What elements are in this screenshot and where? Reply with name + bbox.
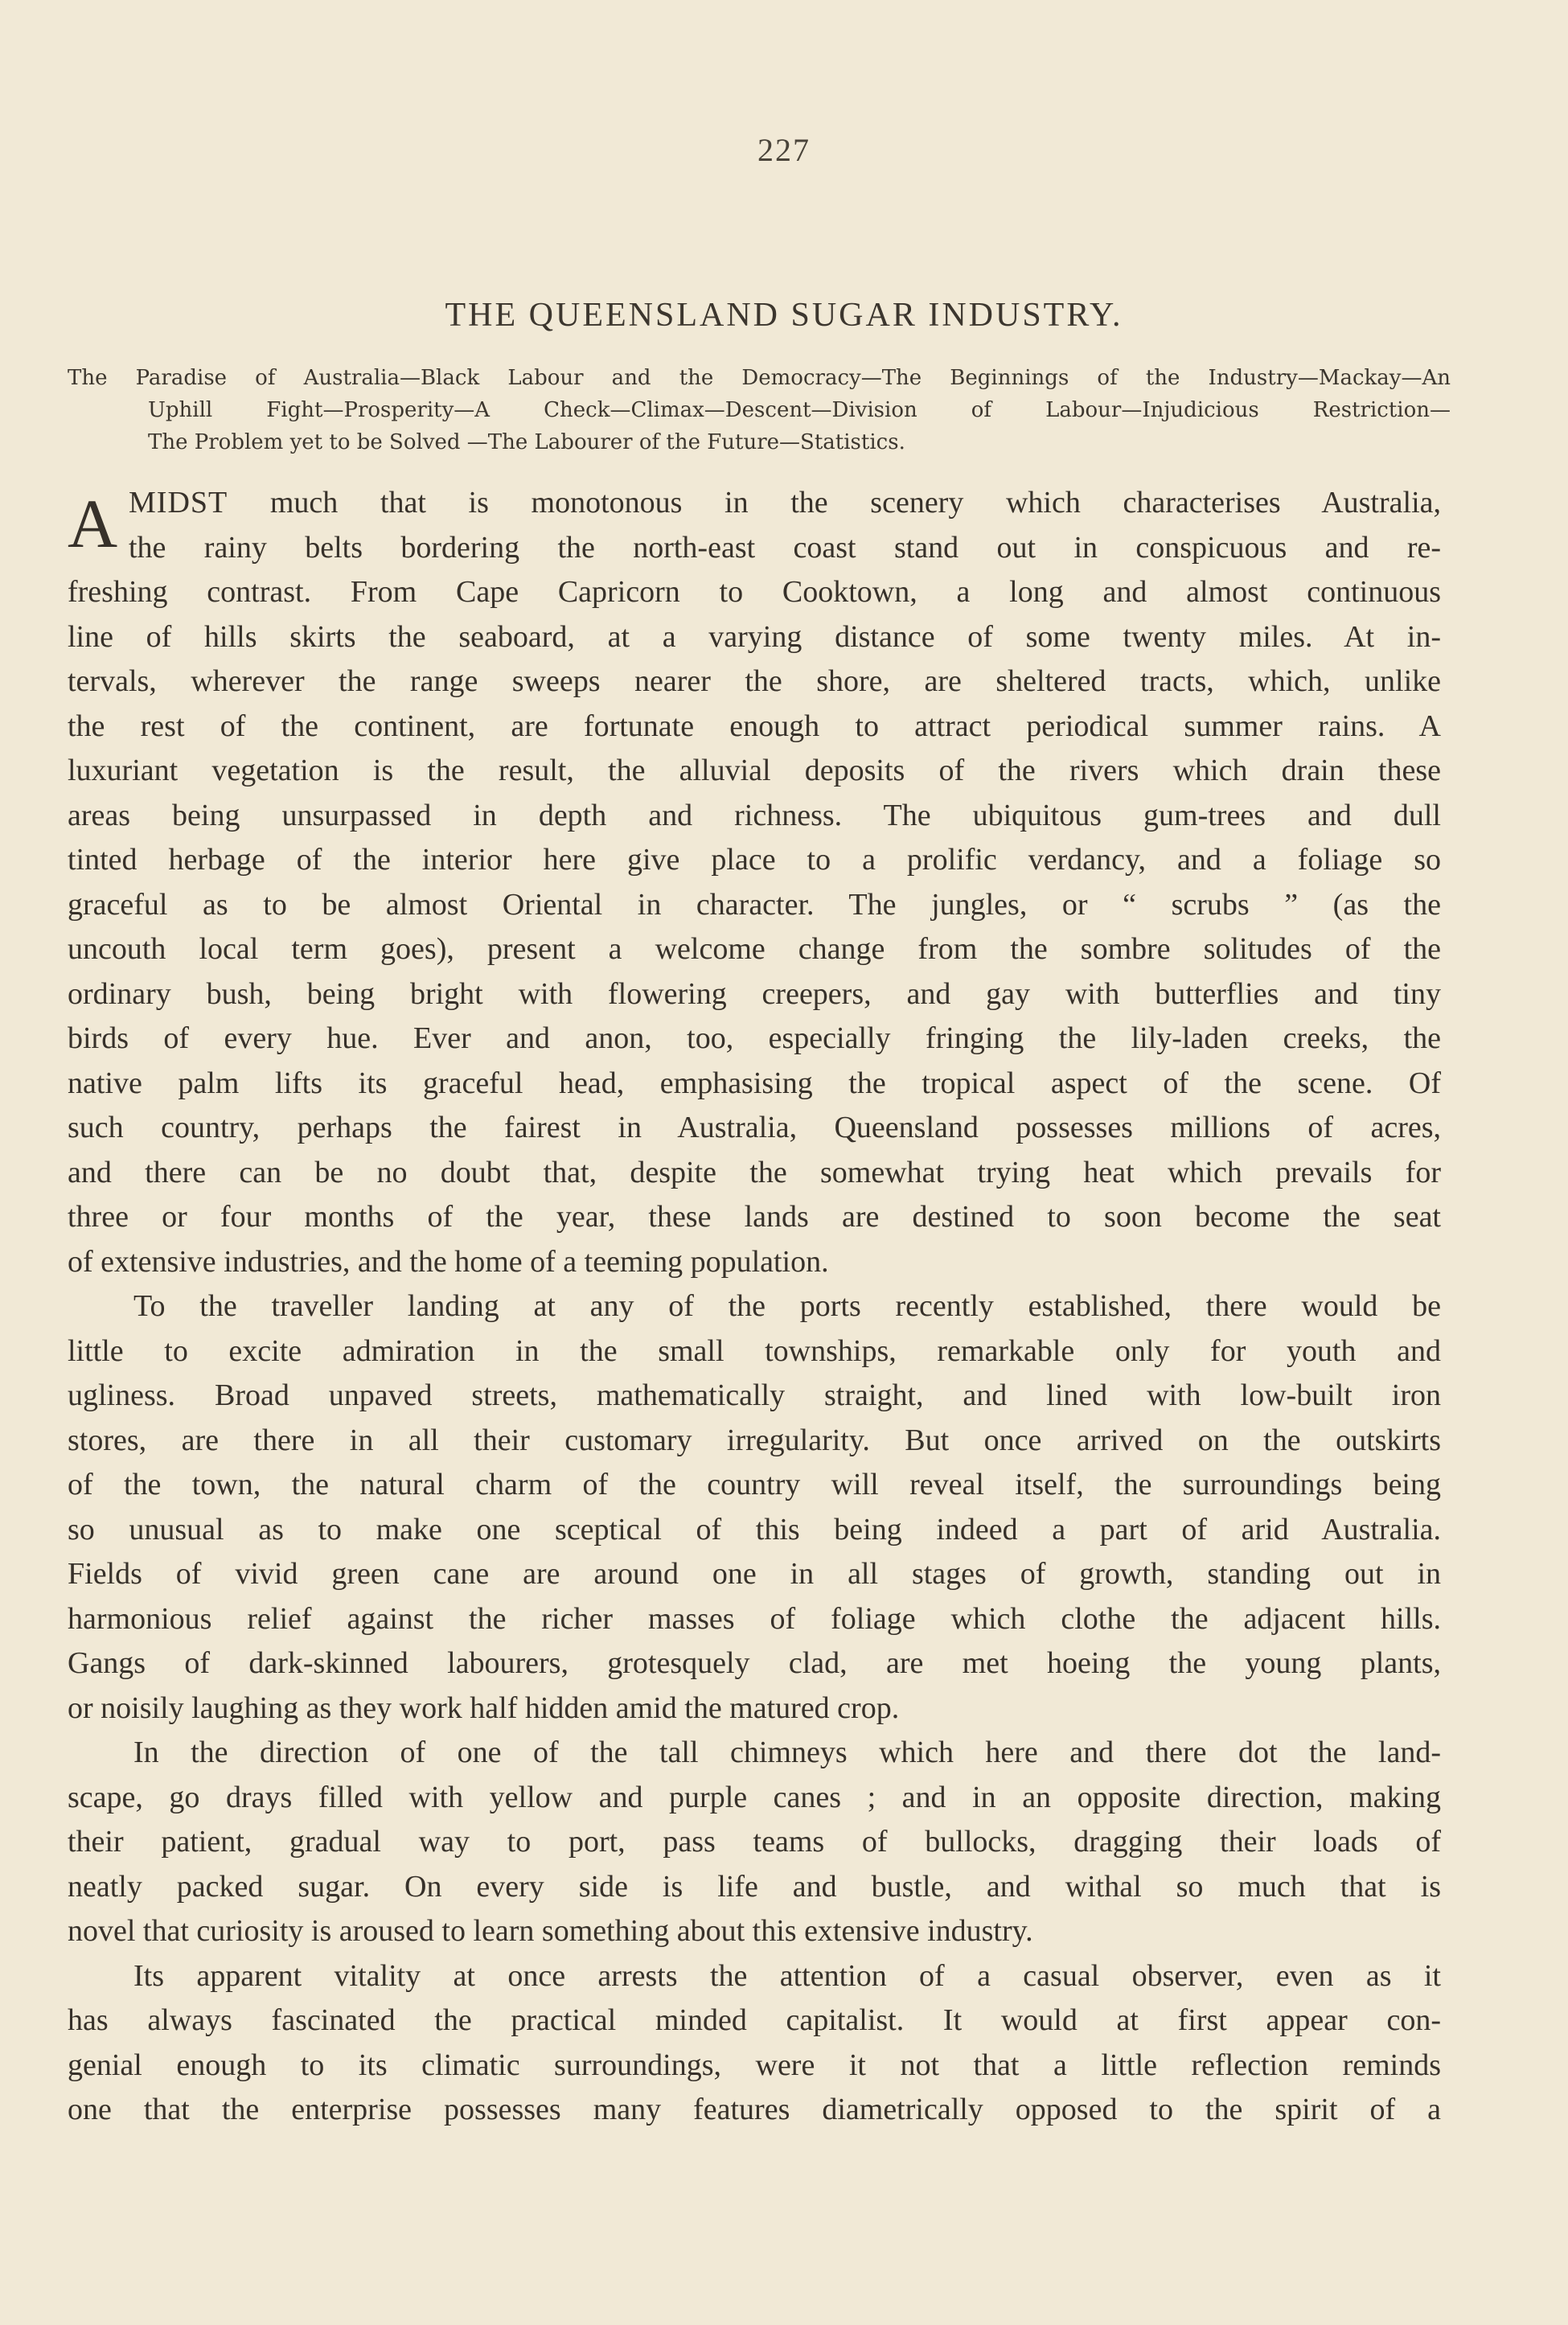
body-line: freshing contrast. From Cape Capricorn to Cooktown, a long and almost continuous xyxy=(68,575,1441,609)
body-line: of extensive industries, and the home of a teeming population. xyxy=(68,1244,829,1279)
body-line: areas being unsurpassed in depth and richness. The ubiquitous gum-trees and dull xyxy=(68,798,1441,832)
body-line: stores, are there in all their customary irregularity. But once arrived on the outskirts xyxy=(68,1423,1441,1457)
body-line: of the town, the natural charm of the country will reveal itself, the surroundings being xyxy=(68,1468,1441,1501)
body-line: tinted herbage of the interior here give place to a prolific verdancy, and a foliage so xyxy=(68,843,1441,877)
body-line: native palm lifts its graceful head, emphasising the tropical aspect of the scene. Of xyxy=(68,1066,1441,1100)
synopsis-line: Uphill Fight—Prosperity—A Check—Climax—Descent—Division of Labour—Injudicious Restriction— xyxy=(148,398,1451,422)
body-line-text: much that is monotonous in the scenery which characterises Australia, xyxy=(228,486,1441,520)
body-line: birds of every hue. Ever and anon, too, especially fringing the lily-laden creeks, the xyxy=(68,1021,1441,1055)
chapter-title: THE QUEENSLAND SUGAR INDUSTRY. xyxy=(445,297,1123,334)
body-line: and there can be no doubt that, despite the somewhat trying heat which prevails for xyxy=(68,1155,1441,1189)
body-line: the rest of the continent, are fortunate enough to attract periodical summer rains. A xyxy=(68,709,1441,743)
body-line: luxuriant vegetation is the result, the alluvial deposits of the rivers which drain these xyxy=(68,754,1441,787)
opening-word: MIDST xyxy=(129,486,228,520)
body-line: one that the enterprise possesses many features diametrically opposed to the spirit of a xyxy=(68,2093,1441,2126)
body-line: their patient, gradual way to port, pass teams of bullocks, dragging their loads of xyxy=(68,1825,1441,1859)
body-line: little to excite admiration in the small townships, remarkable only for youth and xyxy=(68,1333,1441,1368)
page-number: 227 xyxy=(757,132,811,168)
body-line: Gangs of dark-skinned labourers, grotesquely clad, are met hoeing the young plants, xyxy=(68,1646,1441,1680)
body-line: Fields of vivid green cane are around one in all stages of growth, standing out in xyxy=(68,1557,1441,1591)
body-line: ugliness. Broad unpaved streets, mathematically straight, and lined with low-built iron xyxy=(68,1378,1441,1412)
chapter-synopsis xyxy=(68,362,1451,458)
synopsis-line: The Problem yet to be Solved —The Labourer of the Future—Statistics. xyxy=(148,430,905,454)
body-line: so unusual as to make one sceptical of this being indeed a part of arid Australia. xyxy=(68,1512,1441,1547)
body-line: graceful as to be almost Oriental in character. The jungles, or “ scrubs ” (as the xyxy=(68,887,1441,922)
body-line: ordinary bush, being bright with flowering creepers, and gay with butterflies and tiny xyxy=(68,976,1441,1011)
body-line: neatly packed sugar. On every side is life and bustle, and withal so much that is xyxy=(68,1869,1441,1904)
body-line: In the direction of one of the tall chimneys which here and there dot the land- xyxy=(133,1736,1441,1769)
body-text xyxy=(68,481,1441,2133)
body-line: novel that curiosity is aroused to learn something about this extensive industry. xyxy=(68,1914,1033,1948)
body-line: has always fascinated the practical minded capitalist. It would at first appear con- xyxy=(68,2003,1441,2037)
body-line: uncouth local term goes), present a welcome change from the sombre solitudes of the xyxy=(68,932,1441,966)
body-line: scape, go drays filled with yellow and purple canes ; and in an opposite direction, making xyxy=(68,1780,1441,1814)
body-line: genial enough to its climatic surroundings, were it not that a little reflection reminds xyxy=(68,2048,1441,2082)
body-line: tervals, wherever the range sweeps nearer the shore, are sheltered tracts, which, unlike xyxy=(68,664,1441,698)
body-line: three or four months of the year, these lands are destined to soon become the seat xyxy=(68,1200,1441,1234)
drop-cap: A xyxy=(68,485,118,562)
body-line xyxy=(68,481,1441,526)
body-line: the rainy belts bordering the north-east coast stand out in conspicuous and re- xyxy=(129,530,1441,565)
body-line: or noisily laughing as they work half hidden amid the matured crop. xyxy=(68,1690,900,1725)
body-line: harmonious relief against the richer masses of foliage which clothe the adjacent hills. xyxy=(68,1601,1441,1636)
body-line: Its apparent vitality at once arrests the attention of a casual observer, even as it xyxy=(133,1958,1441,1993)
synopsis-line: The Paradise of Australia—Black Labour and the Democracy—The Beginnings of the Industry—Mackay—An xyxy=(68,366,1451,390)
body-line: such country, perhaps the fairest in Australia, Queensland possesses millions of acres, xyxy=(68,1111,1441,1144)
body-line: To the traveller landing at any of the ports recently established, there would be xyxy=(133,1289,1441,1323)
body-line: line of hills skirts the seaboard, at a varying distance of some twenty miles. At in- xyxy=(68,619,1441,654)
